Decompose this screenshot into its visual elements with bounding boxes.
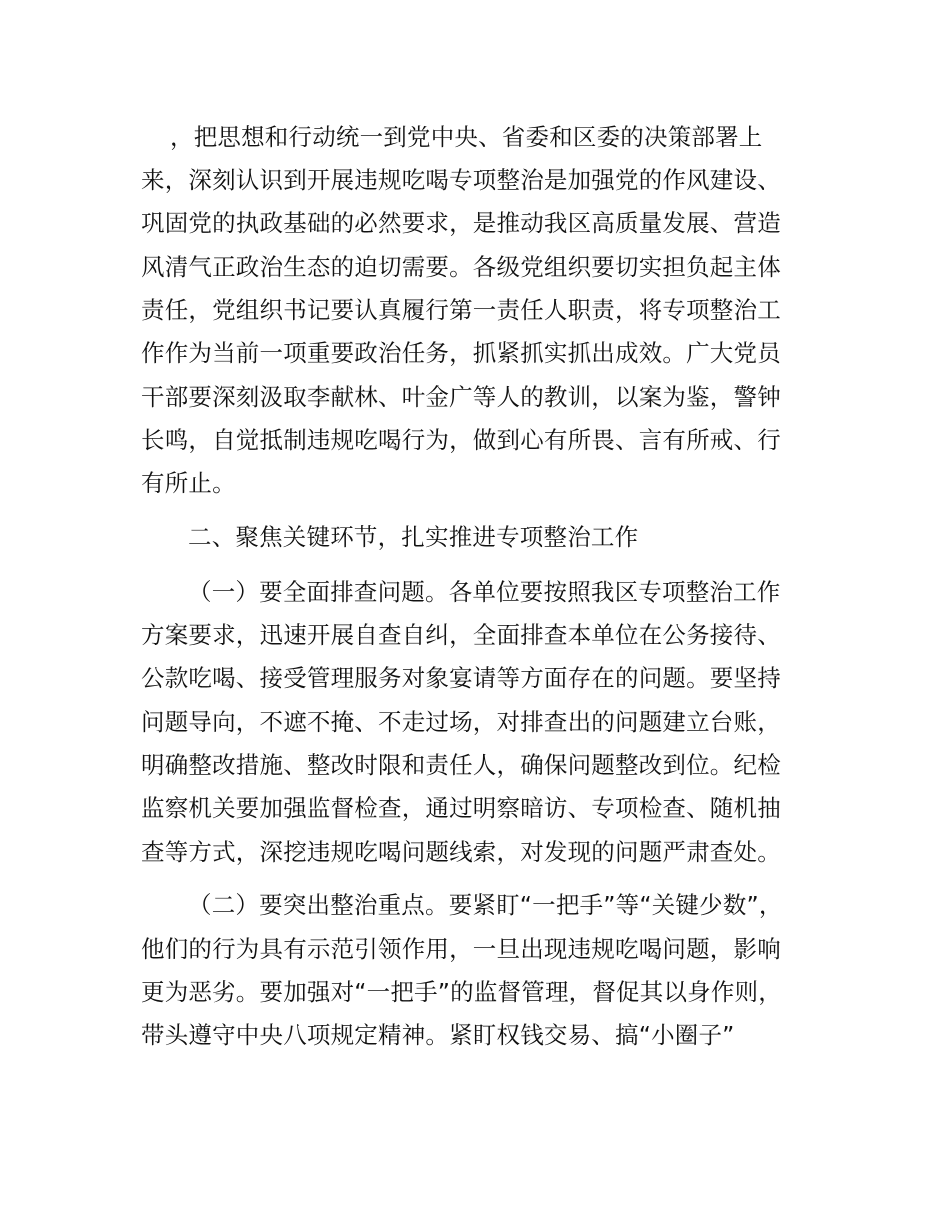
- text-line: 公款吃喝、接受管理服务对象宴请等方面存在的问题。要坚持: [141, 664, 781, 692]
- text-line: 干部要深刻汲取李献林、叶金广等人的教训，以案为鉴，警钟: [141, 383, 781, 411]
- text-line: 监察机关要加强监督检查，通过明察暗访、专项检查、随机抽: [141, 794, 781, 822]
- text-line: 风清气正政治生态的迫切需要。各级党组织要切实担负起主体: [141, 253, 781, 281]
- text-line: 责任，党组织书记要认真履行第一责任人职责，将专项整治工: [141, 296, 781, 324]
- text-line: 作作为当前一项重要政治任务，抓紧抓实抓出成效。广大党员: [141, 339, 781, 367]
- text-line: 查等方式，深挖违规吃喝问题线索，对发现的问题严肃查处。: [141, 838, 781, 866]
- text-line: 带头遵守中央八项规定精神。紧盯权钱交易、搞“小圈子”: [141, 1021, 735, 1049]
- heading-text: 二、聚焦关键环节，扎实推进专项整治工作: [188, 523, 639, 551]
- text-line: 明确整改措施、整改时限和责任人，确保问题整改到位。纪检: [141, 751, 781, 779]
- text-line: 长鸣，自觉抵制违规吃喝行为，做到心有所畏、言有所戒、行: [141, 426, 781, 454]
- text-line: 方案要求，迅速开展自查自纠，全面排查本单位在公务接待、: [141, 621, 781, 649]
- text-line: 巩固党的执政基础的必然要求，是推动我区高质量发展、营造: [141, 209, 781, 237]
- text-line: （一）要全面排查问题。各单位要按照我区专项整治工作: [188, 578, 781, 606]
- text-line: 他们的行为具有示范引领作用，一旦出现违规吃喝问题，影响: [141, 935, 781, 963]
- text-line: （二）要突出整治重点。要紧盯“一把手”等“关键少数”，: [188, 891, 783, 919]
- text-line: 问题导向，不遮不掩、不走过场，对排查出的问题建立台账，: [141, 708, 781, 736]
- text-line: ，把思想和行动统一到党中央、省委和区委的决策部署上: [170, 123, 763, 151]
- text-line: 更为恶劣。要加强对“一把手”的监督管理，督促其以身作则，: [141, 978, 782, 1006]
- text-line: 来，深刻认识到开展违规吃喝专项整治是加强党的作风建设、: [141, 166, 781, 194]
- text-line: 有所止。: [141, 469, 236, 497]
